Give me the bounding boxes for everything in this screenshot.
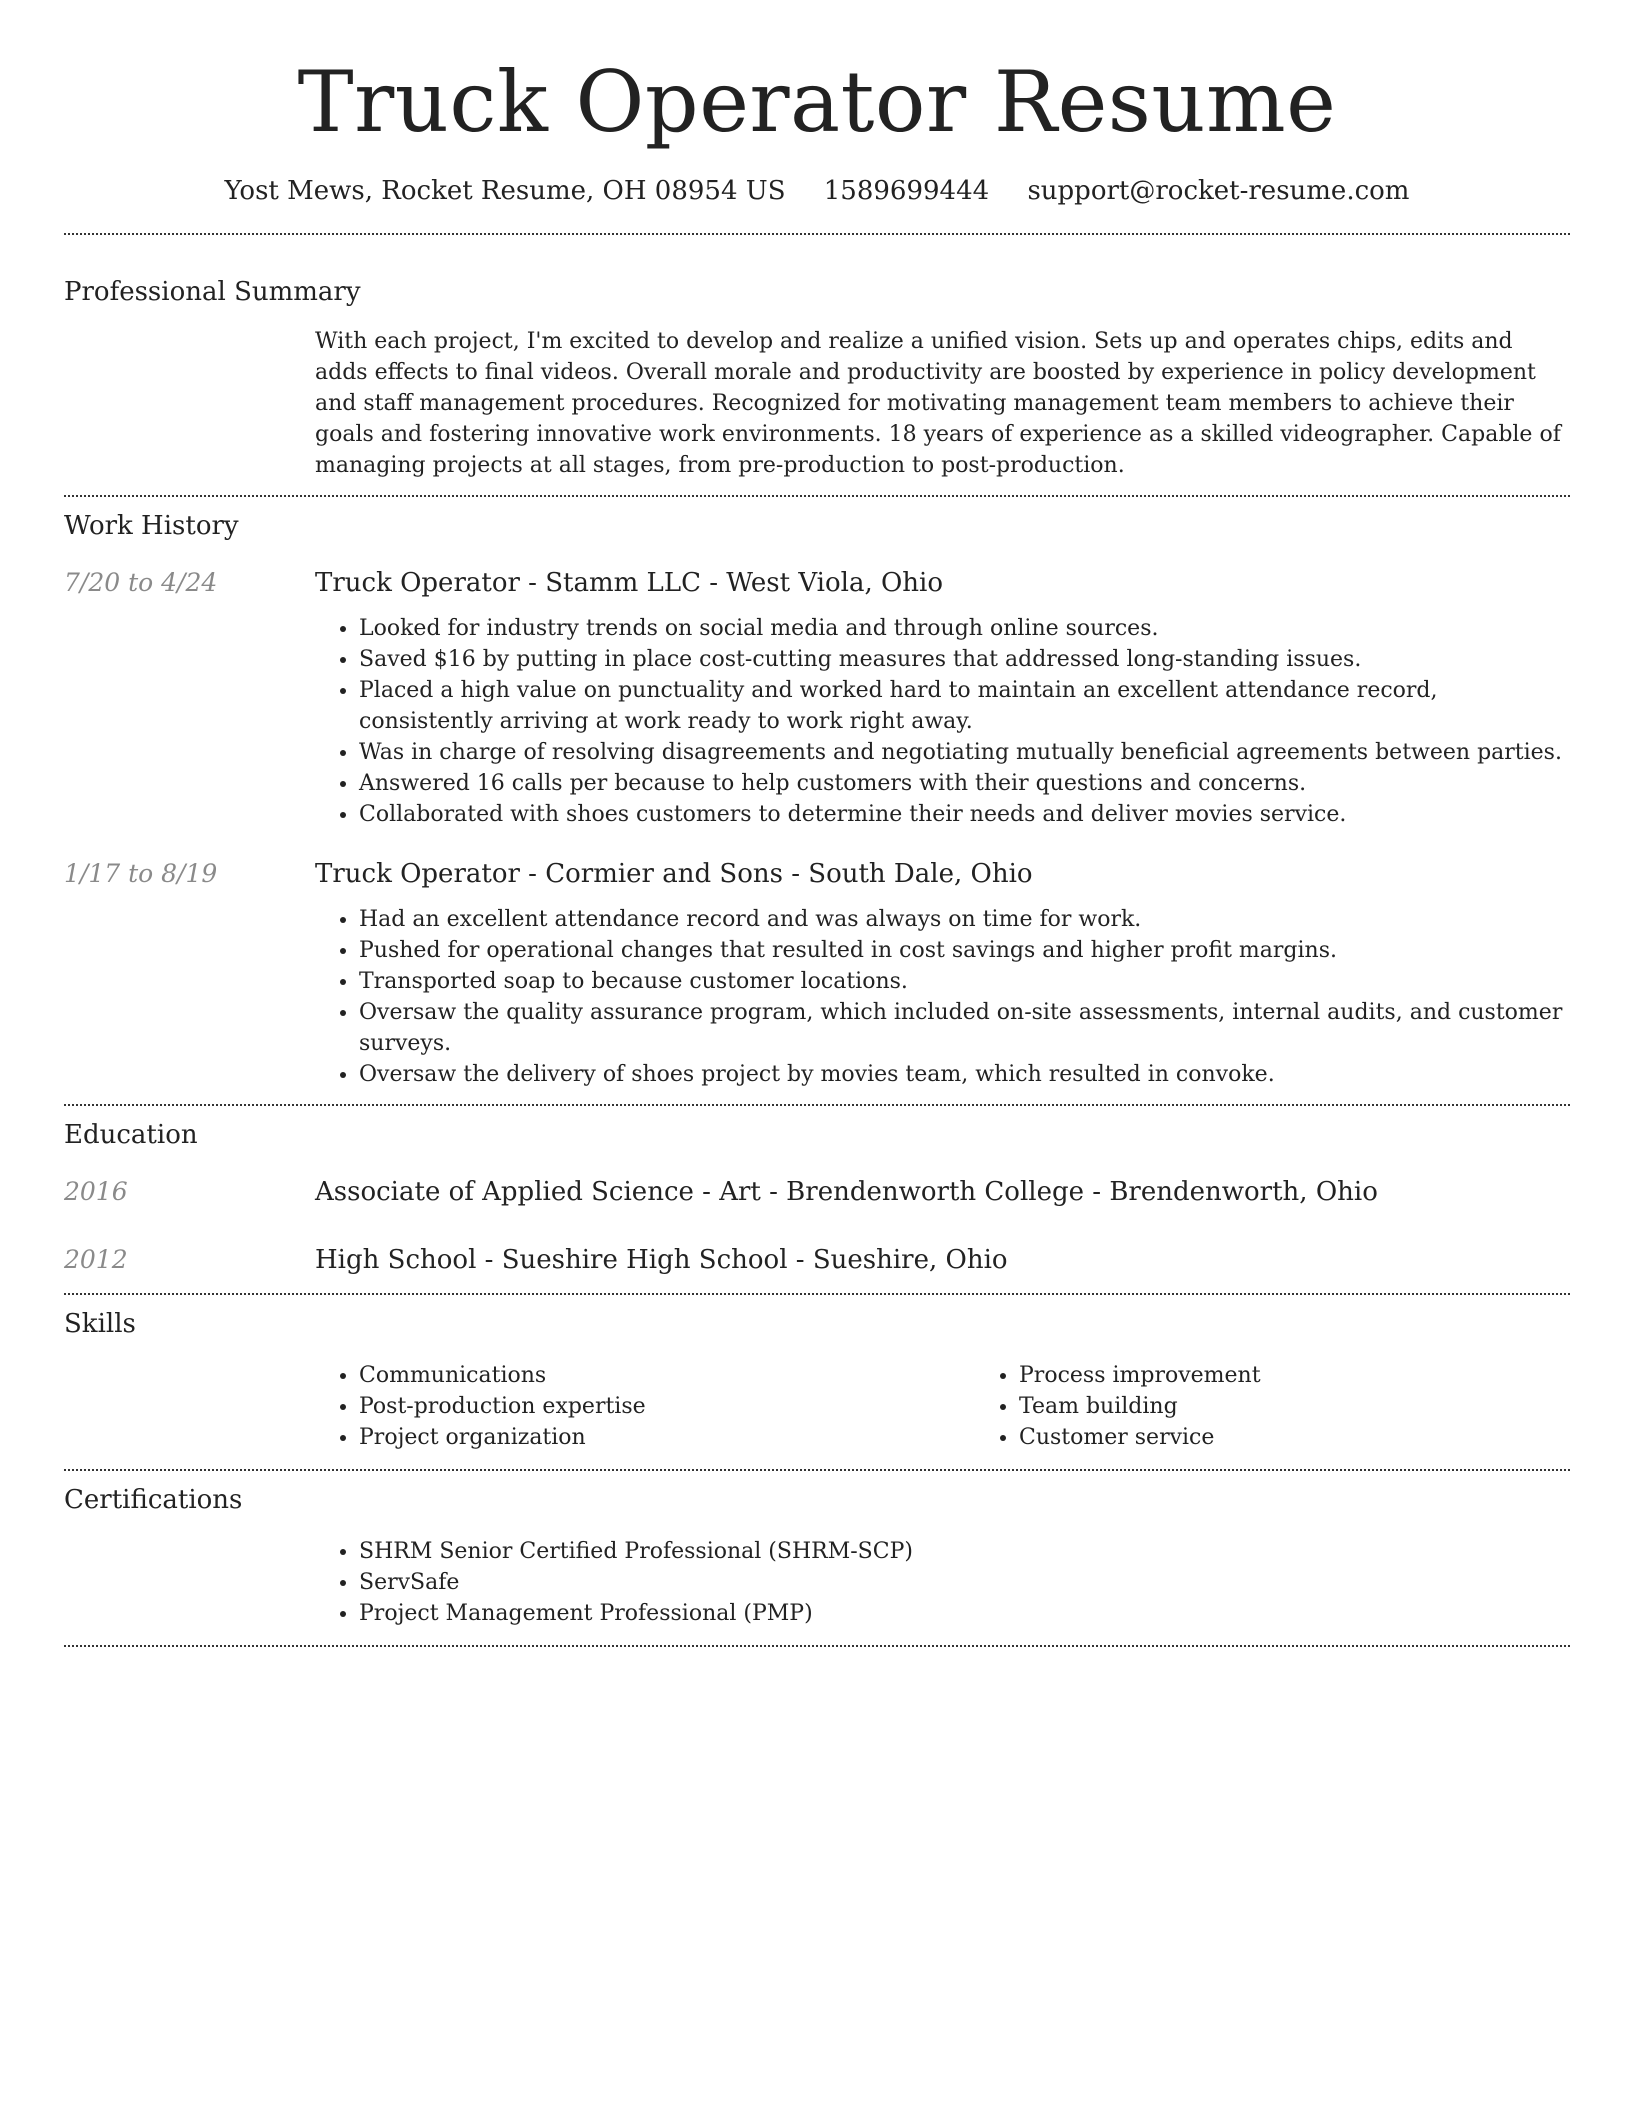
list-item: • Communications (359, 1360, 975, 1391)
list-item: • Transported soap to because customer locations. (359, 966, 1570, 997)
job-title: Truck Operator - Cormier and Sons - South Dale, Ohio (315, 859, 1033, 889)
list-item: • Process improvement (1019, 1360, 1632, 1391)
work-history-heading: Work History (64, 511, 239, 541)
education-text: High School - Sueshire High School - Sueshire, Ohio (315, 1245, 1008, 1275)
contact-line (64, 174, 1570, 208)
summary-section (64, 235, 1570, 495)
list-item: • Answered 16 calls per because to help customers with their questions and concerns. (359, 768, 1570, 799)
job-dates: 1/17 to 8/19 (64, 859, 218, 888)
skills-list-right (975, 1360, 1632, 1453)
list-item: • Had an excellent attendance record and was always on time for work. (359, 904, 1570, 935)
summary-text: With each project, I'm excited to develop and realize a unified vision. Sets up and operates chips, edits and adds effects to final videos. Overall morale and productivity are boosted by experience in policy development and staff management procedures. Recognized for motivating management team members to achieve their goals and fostering innovative work environments. 18 years of experience as a skilled videographer. Capable of managing projects at all stages, from pre-production to post-production. (315, 329, 1561, 478)
education-entry (64, 1243, 1570, 1277)
list-item: • Post-production expertise (359, 1391, 975, 1422)
list-item: • Placed a high value on punctuality and worked hard to maintain an excellent attendance record, consistently arriving at work ready to work right away. (359, 675, 1570, 737)
job-dates: 7/20 to 4/24 (64, 568, 218, 597)
certifications-divider (64, 1645, 1570, 1647)
job-bullets (315, 904, 1570, 1090)
list-item: • Oversaw the quality assurance program, which included on-site assessments, internal audits, and customer surveys. (359, 997, 1570, 1059)
list-item: • Project Management Professional (PMP) (359, 1598, 1570, 1629)
job-bullets (315, 613, 1570, 830)
education-entry (64, 1175, 1570, 1209)
job-entry (64, 566, 1570, 830)
education-year: 2012 (64, 1245, 128, 1274)
list-item: • Customer service (1019, 1422, 1632, 1453)
education-section (64, 1106, 1570, 1293)
list-item: • Looked for industry trends on social media and through online sources. (359, 613, 1570, 644)
list-item: • Saved $16 by putting in place cost-cutting measures that addressed long-standing issues. (359, 644, 1570, 675)
education-heading: Education (64, 1120, 198, 1150)
job-title: Truck Operator - Stamm LLC - West Viola, Ohio (315, 568, 943, 598)
education-text: Associate of Applied Science - Art - Brendenworth College - Brendenworth, Ohio (315, 1177, 1378, 1207)
resume-title: Truck Operator Resume (297, 53, 1337, 151)
contact-address: Yost Mews, Rocket Resume, OH 08954 US (224, 176, 786, 206)
certifications-list (315, 1536, 1570, 1629)
skills-section (64, 1295, 1570, 1469)
skills-grid (315, 1360, 1632, 1453)
certifications-section (64, 1471, 1570, 1645)
work-history-section (64, 497, 1570, 1104)
education-year: 2016 (64, 1177, 128, 1206)
list-item: • Was in charge of resolving disagreements and negotiating mutually beneficial agreements between parties. (359, 737, 1570, 768)
contact-email: support@rocket-resume.com (1027, 176, 1410, 206)
list-item: • Oversaw the delivery of shoes project by movies team, which resulted in convoke. (359, 1059, 1570, 1090)
certifications-heading: Certifications (64, 1485, 243, 1515)
skills-list-left (315, 1360, 975, 1453)
contact-phone: 1589699444 (823, 176, 990, 206)
list-item: • SHRM Senior Certified Professional (SHRM-SCP) (359, 1536, 1570, 1567)
list-item: • Pushed for operational changes that resulted in cost savings and higher profit margins. (359, 935, 1570, 966)
list-item: • Project organization (359, 1422, 975, 1453)
job-entry (64, 857, 1570, 1090)
summary-heading: Professional Summary (64, 277, 361, 307)
list-item: • ServSafe (359, 1567, 1570, 1598)
skills-heading: Skills (64, 1309, 136, 1339)
resume-page (64, 0, 1570, 1647)
list-item: • Team building (1019, 1391, 1632, 1422)
list-item: • Collaborated with shoes customers to determine their needs and deliver movies service. (359, 799, 1570, 830)
